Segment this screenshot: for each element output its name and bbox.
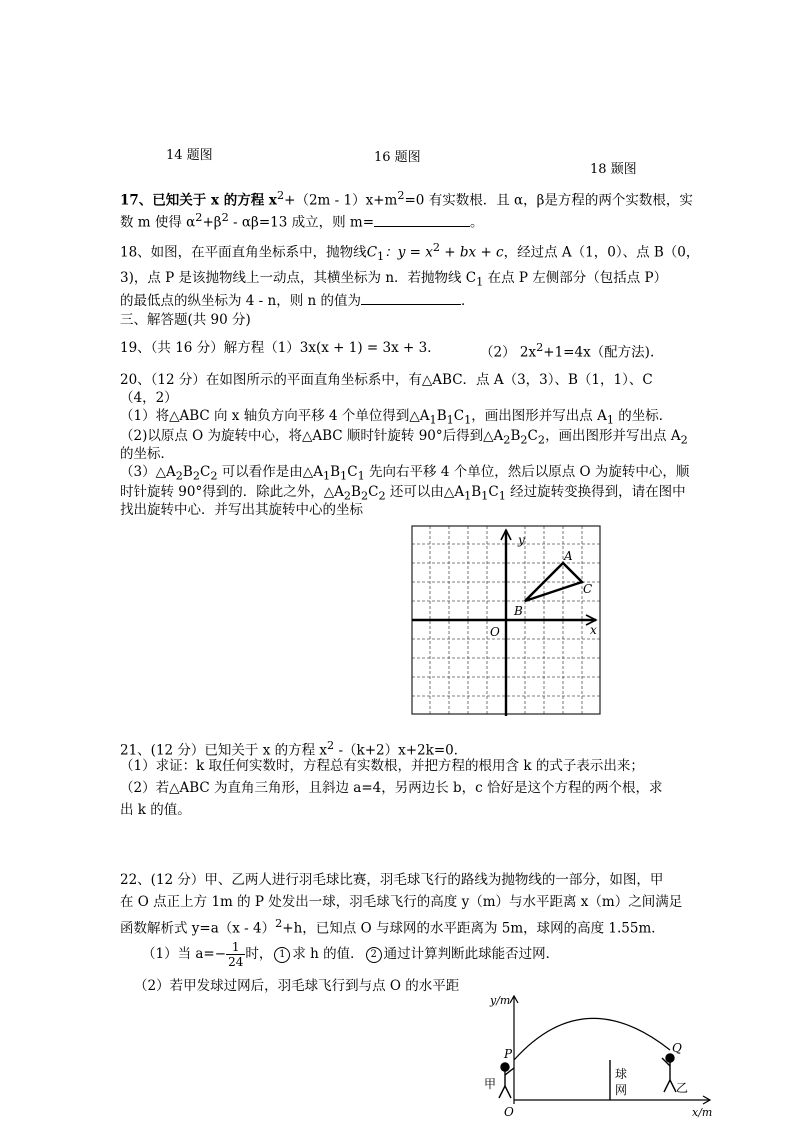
q18-line2: 3)，点 P 是该抛物线上一动点，其横坐标为 n．若抛物线 $C_1$ 在点 P 左侧部分（包括点 P）	[120, 270, 668, 289]
label-origin: O	[490, 625, 500, 639]
label-c: C	[583, 582, 593, 596]
q17-answer-blank[interactable]	[374, 212, 470, 227]
q19-line1-part2: （2） $2x^2+1=4x$（配方法).	[480, 341, 655, 361]
label-y-m: y/m	[490, 994, 511, 1007]
q20-line7: 时针旋转 90°得到的．除此之外，$\triangle A_2B_2C_2$ 还可以由$\triangle A_1B_1C_1$ 经过旋转变换得到，请在图中	[120, 484, 686, 503]
q22-line5: （2）若甲发球过网后，羽毛球飞行到与点 O 的水平距	[134, 978, 460, 994]
q21-line1: 21、(12 分）已知关于 x 的方程 $x^2$ -（k+2）x+2k=0．	[120, 739, 468, 759]
section-3-heading: 三、解答题(共 90 分)	[120, 312, 251, 328]
label-o: O	[504, 1105, 514, 1119]
q21-line4: 出 k 的值。	[120, 802, 191, 818]
player-yi	[662, 1054, 676, 1092]
label-y: y	[518, 533, 525, 547]
q20-line2: （4，2）	[120, 390, 178, 406]
q20-line8: 找出旋转中心．并写出其旋转中心的坐标	[120, 502, 363, 518]
q18-line1: 18、如图，在平面直角坐标系中，抛物线$C_1$：$y = x^2$ + bx + c，经过点 A（1，0）、点 B（0，	[120, 241, 700, 264]
circled-number-1: 1	[274, 947, 290, 963]
label-a: A	[564, 549, 573, 563]
q20-line3: （1）将△ABC 向 x 轴负方向平移 4 个单位得到$\triangle A_1B_1C_1$，画出图形并写出点 $A_1$ 的坐标．	[120, 408, 673, 427]
q17-line2: 数 m 使得 $\alpha^2+\beta^2 - \alpha\beta=13$ 成立，则 m= 。	[120, 211, 484, 231]
caption-fig14: 14 题图	[166, 148, 213, 163]
shuttlecock-trajectory	[514, 1018, 670, 1060]
q21-line3: （2）若△ABC 为直角三角形，且斜边 a=4，另两边长 b，c 恰好是这个方程的两个根，求	[120, 780, 663, 796]
q21-line2: （1）求证：k 取任何实数时，方程总有实数根，并把方程的根用含 k 的式子表示出来；	[120, 758, 644, 774]
label-x: x	[590, 623, 597, 637]
q18-line3: 的最低点的纵坐标为 4 - n，则 n 的值为 ．	[120, 290, 475, 311]
q20-line1: 20、（12 分）在如图所示的平面直角坐标系中，有△ABC．点 A（3，3）、B（1，1）、C	[120, 372, 653, 388]
circled-number-2: 2	[366, 947, 382, 963]
q22-line1: 22、(12 分）甲、乙两人进行羽毛球比赛，羽毛球飞行的路线为抛物线的一部分，如图，甲	[120, 872, 664, 888]
q20-line6: $(3)\triangle A_2B_2C_2$ 可以看作是由$\triangle A_1B_1C_1$ 先向右平移 4 个单位，然后以原点 O 为旋转中心，顺	[120, 464, 690, 483]
label-net-2: 网	[615, 1083, 628, 1097]
q19-line1: 19、（共 16 分）解方程（1）3x(x + 1) = 3x + 3．	[120, 340, 441, 356]
q22-line2: 在 O 点正上方 1m 的 P 处发出一球，羽毛球飞行的高度 y（m）与水平距离 x（m）之间满足	[120, 894, 683, 910]
caption-fig18: 18 颞图	[590, 162, 637, 177]
q20-line4: （2)以原点 O 为旋转中心，将△ABC 顺时针旋转 90°后得到$\triangle A_2B_2C_2$，画出图形并写出点 $A_2$	[120, 428, 688, 447]
q18-answer-blank[interactable]	[361, 290, 461, 305]
q17-line1: 17、已知关于 x 的方程 $x^2+(2m - 1)x+m^2=0$ 有实数根．且 α，β是方程的两个实数根，实	[120, 189, 693, 209]
caption-fig16: 16 题图	[374, 150, 421, 165]
label-p: P	[504, 1047, 513, 1061]
label-yi: 乙	[676, 1081, 689, 1095]
fraction-1-24: $\frac{1}{24}$	[228, 940, 244, 969]
q20-line5: 的坐标．	[120, 446, 174, 462]
label-jia: 甲	[484, 1077, 497, 1091]
badminton-figure	[484, 992, 718, 1120]
label-net-1: 球	[615, 1067, 628, 1081]
label-x-m: x/m	[692, 1106, 713, 1119]
q22-line3: 函数解析式 y=a（x - 4）$^2$+h，已知点 O 与球网的水平距离为 5m，球网的高度 1.55m．	[120, 917, 665, 937]
q22-line4: （1）当 a=− $\frac{1}{24}$ 时， 1 求 h 的值． 2 通过计算判断此球能否过网．	[142, 940, 560, 969]
label-q: Q	[672, 1041, 682, 1055]
player-jia	[499, 1063, 514, 1098]
q20-coordinate-grid	[410, 524, 606, 718]
label-b: B	[514, 604, 523, 618]
